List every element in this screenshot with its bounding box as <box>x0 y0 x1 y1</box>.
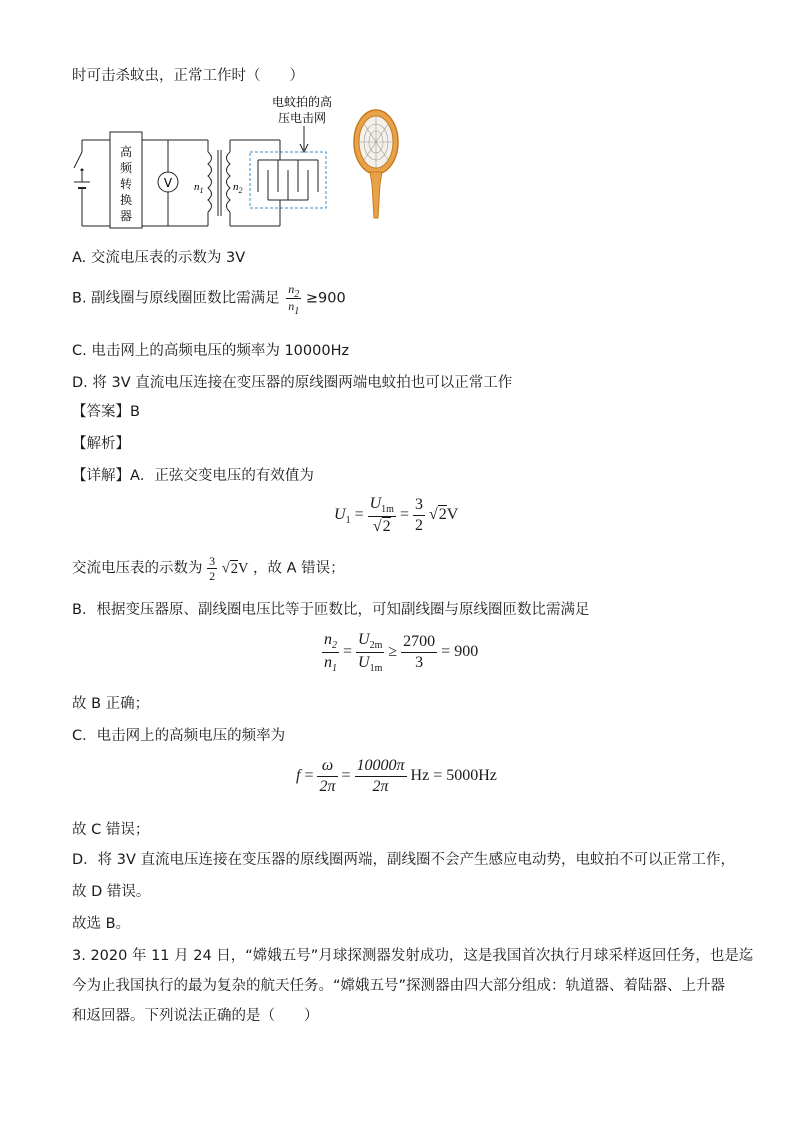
converter-char: 转 <box>119 177 133 191</box>
q3-line1: 3. 2020 年 11 月 24 日，“嫦娥五号”月球探测器发射成功，这是我国首次执行月球采样返回任务，也是迄 <box>72 948 754 964</box>
detail-b-conclusion: 故 B 正确； <box>72 696 150 712</box>
q3-line2: 今为止我国执行的最为复杂的航天任务。“嫦娥五号”探测器由四大部分组成：轨道器、着陆器、上升器 <box>72 978 726 994</box>
voltmeter-label: V <box>163 176 173 190</box>
net-label-line2: 压电击网 <box>277 111 327 125</box>
detail-d-conclusion: 故 D 错误。 <box>72 884 151 900</box>
converter-char: 换 <box>119 193 133 207</box>
detail-b: B．根据变压器原、副线圈电压比等于匝数比，可知副线圈与原线圈匝数比需满足 <box>72 602 590 618</box>
n2-label: $n_2$ <box>233 181 243 195</box>
detail-a-result: 交流电压表的示数为 $\frac{3}{2}$ √2V ，故 A 错误； <box>72 554 345 583</box>
option-a: A. 交流电压表的示数为 3V <box>72 250 246 266</box>
equation-rms: $U_1$ = $\frac{U_{1m}}{√2}$ = $\frac{3}{2}$ √2V <box>334 495 459 535</box>
converter-char: 高 <box>119 145 133 159</box>
converter-char: 器 <box>119 209 133 223</box>
detail-c-conclusion: 故 C 错误； <box>72 822 150 838</box>
option-c: C. 电击网上的高频电压的频率为 10000Hz <box>72 343 350 359</box>
detail-c: C．电击网上的高频电压的频率为 <box>72 728 286 744</box>
final-answer: 故选 B。 <box>72 916 131 932</box>
option-b: B. 副线圈与原线圈匝数比需满足 $\frac{n_2}{n_1}$ ≥900 <box>72 282 346 317</box>
detail-a: 【详解】A．正弦交变电压的有效值为 <box>72 468 314 484</box>
converter-char: 频 <box>119 161 133 175</box>
racket-image <box>350 106 406 222</box>
analysis-label: 【解析】 <box>72 436 130 452</box>
option-d: D. 将 3V 直流电压连接在变压器的原线圈两端电蚊拍也可以正常工作 <box>72 375 513 391</box>
net-label-line1: 电蚊拍的高 <box>271 95 333 109</box>
question-stem-tail: 时可击杀蚊虫，正常工作时（ ） <box>72 68 304 84</box>
n1-label: $n_1$ <box>194 181 204 195</box>
q3-line3: 和返回器。下列说法正确的是（ ） <box>72 1008 319 1024</box>
answer: 【答案】B <box>72 404 140 420</box>
equation-frequency: f = $\frac{\omega}{2\pi}$ = $\frac{10000\pi}{2\pi}$ Hz = 5000Hz <box>296 757 497 795</box>
equation-turns-ratio: $\frac{n_2}{n_1}$ = $\frac{U_{2m}}{U_{1m}}$ ≥ $\frac{2700}{3}$ = 900 <box>324 631 479 674</box>
detail-d: D．将 3V 直流电压连接在变压器的原线圈两端，副线圈不会产生感应电动势，电蚊拍不可以正常工作， <box>72 852 736 868</box>
